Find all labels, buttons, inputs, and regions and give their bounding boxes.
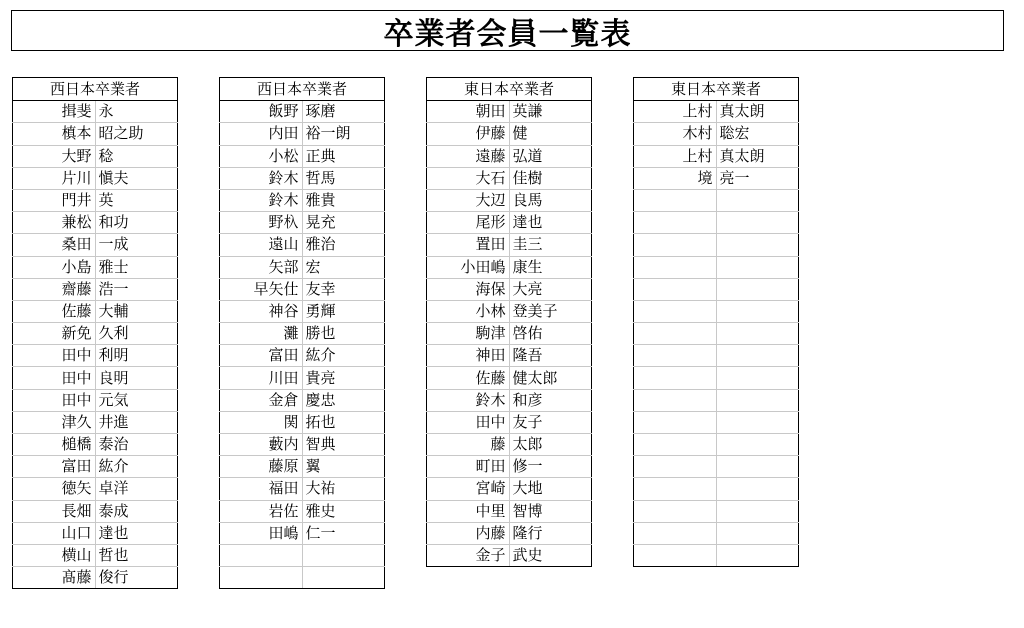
- surname-cell: 田中: [427, 411, 510, 433]
- given-name-cell: 拓也: [302, 411, 385, 433]
- surname-cell: 大野: [13, 145, 96, 167]
- table-row: [634, 145, 799, 167]
- surname-cell: 富田: [220, 345, 303, 367]
- given-name-cell: 修一: [509, 456, 592, 478]
- surname-cell: 富田: [13, 456, 96, 478]
- given-name-cell: 紘介: [302, 345, 385, 367]
- surname-cell: [634, 323, 717, 345]
- page-title: 卒業者会員一覧表: [11, 10, 1004, 51]
- table-row: [13, 300, 178, 322]
- given-name-cell: [716, 456, 799, 478]
- given-name-cell: [716, 434, 799, 456]
- table-row: [427, 389, 592, 411]
- surname-cell: 内田: [220, 123, 303, 145]
- given-name-cell: 大亮: [509, 278, 592, 300]
- given-name-cell: 井進: [95, 411, 178, 433]
- given-name-cell: 哲也: [95, 544, 178, 566]
- given-name-cell: 大地: [509, 478, 592, 500]
- table-row: [220, 123, 385, 145]
- table-header: 西日本卒業者: [13, 78, 178, 101]
- table-row: [634, 189, 799, 211]
- table-row: [427, 145, 592, 167]
- given-name-cell: 友子: [509, 411, 592, 433]
- table-row: [634, 167, 799, 189]
- table-row: [634, 345, 799, 367]
- table-row: [220, 567, 385, 589]
- given-name-cell: 達也: [95, 522, 178, 544]
- given-name-cell: [716, 544, 799, 566]
- given-name-cell: 久利: [95, 323, 178, 345]
- surname-cell: 中里: [427, 500, 510, 522]
- given-name-cell: 正典: [302, 145, 385, 167]
- table-row: [634, 478, 799, 500]
- surname-cell: 門井: [13, 189, 96, 211]
- given-name-cell: [716, 345, 799, 367]
- given-name-cell: [716, 300, 799, 322]
- table-row: [634, 456, 799, 478]
- surname-cell: 宮崎: [427, 478, 510, 500]
- given-name-cell: 良明: [95, 367, 178, 389]
- given-name-cell: 友幸: [302, 278, 385, 300]
- surname-cell: 鈴木: [220, 167, 303, 189]
- given-name-cell: 大輔: [95, 300, 178, 322]
- table-row: [634, 389, 799, 411]
- surname-cell: 金倉: [220, 389, 303, 411]
- table-row: [427, 212, 592, 234]
- given-name-cell: [716, 189, 799, 211]
- given-name-cell: [716, 323, 799, 345]
- surname-cell: 関: [220, 411, 303, 433]
- table-row: [220, 234, 385, 256]
- roster-table-west-2: [219, 77, 385, 589]
- table-row: [220, 456, 385, 478]
- surname-cell: [634, 234, 717, 256]
- surname-cell: [634, 456, 717, 478]
- surname-cell: 桑田: [13, 234, 96, 256]
- given-name-cell: 大祐: [302, 478, 385, 500]
- surname-cell: 佐藤: [13, 300, 96, 322]
- table-row: [427, 544, 592, 566]
- surname-cell: 横山: [13, 544, 96, 566]
- given-name-cell: 浩一: [95, 278, 178, 300]
- surname-cell: 小島: [13, 256, 96, 278]
- table-row: [13, 456, 178, 478]
- table-row: [634, 278, 799, 300]
- given-name-cell: 愼夫: [95, 167, 178, 189]
- given-name-cell: 智典: [302, 434, 385, 456]
- table-row: [13, 123, 178, 145]
- roster-table-east-2: [633, 77, 799, 567]
- given-name-cell: 泰治: [95, 434, 178, 456]
- surname-cell: 田中: [13, 367, 96, 389]
- table-row: [427, 411, 592, 433]
- table-row: [220, 278, 385, 300]
- surname-cell: 灘: [220, 323, 303, 345]
- table-row: [427, 500, 592, 522]
- given-name-cell: [716, 278, 799, 300]
- surname-cell: 矢部: [220, 256, 303, 278]
- table-row: [13, 145, 178, 167]
- given-name-cell: 達也: [509, 212, 592, 234]
- table-row: [427, 434, 592, 456]
- table-header: 東日本卒業者: [427, 78, 592, 101]
- table-header: 西日本卒業者: [220, 78, 385, 101]
- surname-cell: 小林: [427, 300, 510, 322]
- given-name-cell: 亮一: [716, 167, 799, 189]
- given-name-cell: 雅史: [302, 500, 385, 522]
- given-name-cell: [716, 212, 799, 234]
- surname-cell: 海保: [427, 278, 510, 300]
- table-row: [427, 123, 592, 145]
- given-name-cell: [716, 411, 799, 433]
- given-name-cell: [716, 478, 799, 500]
- given-name-cell: 和功: [95, 212, 178, 234]
- given-name-cell: 慶忠: [302, 389, 385, 411]
- given-name-cell: 利明: [95, 345, 178, 367]
- given-name-cell: [716, 389, 799, 411]
- table-row: [220, 167, 385, 189]
- surname-cell: [634, 434, 717, 456]
- surname-cell: 齋藤: [13, 278, 96, 300]
- surname-cell: [634, 345, 717, 367]
- surname-cell: 早矢仕: [220, 278, 303, 300]
- table-row: [220, 212, 385, 234]
- given-name-cell: 聡宏: [716, 123, 799, 145]
- given-name-cell: 宏: [302, 256, 385, 278]
- table-row: [220, 323, 385, 345]
- given-name-cell: 貴亮: [302, 367, 385, 389]
- given-name-cell: 弘道: [509, 145, 592, 167]
- table-row: [427, 367, 592, 389]
- table-row: [13, 189, 178, 211]
- given-name-cell: 康生: [509, 256, 592, 278]
- surname-cell: 岩佐: [220, 500, 303, 522]
- table-row: [220, 145, 385, 167]
- given-name-cell: 哲馬: [302, 167, 385, 189]
- given-name-cell: 卓洋: [95, 478, 178, 500]
- table-row: [427, 167, 592, 189]
- surname-cell: 境: [634, 167, 717, 189]
- table-row: [13, 101, 178, 123]
- given-name-cell: 佳樹: [509, 167, 592, 189]
- table-row: [220, 300, 385, 322]
- surname-cell: 髙藤: [13, 567, 96, 589]
- table-row: [634, 323, 799, 345]
- given-name-cell: [716, 234, 799, 256]
- table-row: [220, 434, 385, 456]
- surname-cell: [634, 278, 717, 300]
- table-row: [634, 123, 799, 145]
- table-row: [220, 544, 385, 566]
- surname-cell: 伊藤: [427, 123, 510, 145]
- given-name-cell: 智博: [509, 500, 592, 522]
- surname-cell: [220, 567, 303, 589]
- table-row: [13, 256, 178, 278]
- given-name-cell: 隆吾: [509, 345, 592, 367]
- surname-cell: 遠藤: [427, 145, 510, 167]
- given-name-cell: 雅貴: [302, 189, 385, 211]
- table-row: [427, 478, 592, 500]
- table-row: [634, 544, 799, 566]
- surname-cell: 長畑: [13, 500, 96, 522]
- given-name-cell: 良馬: [509, 189, 592, 211]
- surname-cell: 槌橋: [13, 434, 96, 456]
- table-row: [220, 101, 385, 123]
- surname-cell: 津久: [13, 411, 96, 433]
- surname-cell: 内藤: [427, 522, 510, 544]
- surname-cell: 上村: [634, 145, 717, 167]
- table-row: [220, 345, 385, 367]
- surname-cell: 町田: [427, 456, 510, 478]
- table-row: [220, 367, 385, 389]
- given-name-cell: 俊行: [95, 567, 178, 589]
- given-name-cell: 武史: [509, 544, 592, 566]
- given-name-cell: 勝也: [302, 323, 385, 345]
- surname-cell: 藤: [427, 434, 510, 456]
- table-row: [634, 522, 799, 544]
- given-name-cell: 永: [95, 101, 178, 123]
- given-name-cell: 真太朗: [716, 101, 799, 123]
- surname-cell: [220, 544, 303, 566]
- table-row: [13, 411, 178, 433]
- surname-cell: 鈴木: [427, 389, 510, 411]
- surname-cell: 藤原: [220, 456, 303, 478]
- given-name-cell: [716, 256, 799, 278]
- surname-cell: [634, 544, 717, 566]
- given-name-cell: 英謙: [509, 101, 592, 123]
- roster-table-west-1: [12, 77, 178, 589]
- given-name-cell: 隆行: [509, 522, 592, 544]
- given-name-cell: [302, 544, 385, 566]
- surname-cell: 大石: [427, 167, 510, 189]
- table-row: [634, 234, 799, 256]
- given-name-cell: 和彦: [509, 389, 592, 411]
- surname-cell: 神田: [427, 345, 510, 367]
- surname-cell: 田中: [13, 345, 96, 367]
- table-row: [634, 101, 799, 123]
- given-name-cell: 紘介: [95, 456, 178, 478]
- given-name-cell: 雅治: [302, 234, 385, 256]
- surname-cell: 大辺: [427, 189, 510, 211]
- surname-cell: 金子: [427, 544, 510, 566]
- surname-cell: 遠山: [220, 234, 303, 256]
- table-row: [634, 212, 799, 234]
- given-name-cell: 太郎: [509, 434, 592, 456]
- given-name-cell: 元気: [95, 389, 178, 411]
- surname-cell: 神谷: [220, 300, 303, 322]
- table-row: [634, 367, 799, 389]
- surname-cell: [634, 300, 717, 322]
- surname-cell: 槙本: [13, 123, 96, 145]
- table-row: [13, 522, 178, 544]
- table-row: [427, 522, 592, 544]
- table-row: [220, 389, 385, 411]
- surname-cell: 兼松: [13, 212, 96, 234]
- surname-cell: 佐藤: [427, 367, 510, 389]
- given-name-cell: 勇輝: [302, 300, 385, 322]
- given-name-cell: 登美子: [509, 300, 592, 322]
- table-row: [427, 101, 592, 123]
- given-name-cell: 翼: [302, 456, 385, 478]
- table-row: [634, 300, 799, 322]
- table-row: [13, 544, 178, 566]
- table-header: 東日本卒業者: [634, 78, 799, 101]
- given-name-cell: 一成: [95, 234, 178, 256]
- table-row: [13, 434, 178, 456]
- given-name-cell: 真太朗: [716, 145, 799, 167]
- surname-cell: [634, 478, 717, 500]
- surname-cell: [634, 411, 717, 433]
- given-name-cell: 裕一朗: [302, 123, 385, 145]
- surname-cell: 新免: [13, 323, 96, 345]
- given-name-cell: 昭之助: [95, 123, 178, 145]
- surname-cell: 小松: [220, 145, 303, 167]
- table-row: [13, 345, 178, 367]
- table-row: [13, 234, 178, 256]
- surname-cell: 片川: [13, 167, 96, 189]
- surname-cell: 木村: [634, 123, 717, 145]
- surname-cell: [634, 522, 717, 544]
- table-row: [220, 500, 385, 522]
- table-row: [220, 478, 385, 500]
- surname-cell: 尾形: [427, 212, 510, 234]
- table-row: [427, 345, 592, 367]
- table-row: [13, 367, 178, 389]
- surname-cell: [634, 389, 717, 411]
- table-row: [634, 256, 799, 278]
- table-row: [13, 478, 178, 500]
- surname-cell: 山口: [13, 522, 96, 544]
- table-row: [634, 434, 799, 456]
- table-row: [13, 389, 178, 411]
- surname-cell: [634, 367, 717, 389]
- surname-cell: 藪内: [220, 434, 303, 456]
- given-name-cell: 健: [509, 123, 592, 145]
- surname-cell: 徳矢: [13, 478, 96, 500]
- table-row: [427, 189, 592, 211]
- given-name-cell: 琢磨: [302, 101, 385, 123]
- surname-cell: 朝田: [427, 101, 510, 123]
- given-name-cell: [716, 522, 799, 544]
- given-name-cell: 晃充: [302, 212, 385, 234]
- table-row: [220, 189, 385, 211]
- table-row: [13, 567, 178, 589]
- table-row: [13, 212, 178, 234]
- table-row: [13, 323, 178, 345]
- table-row: [13, 500, 178, 522]
- table-row: [220, 522, 385, 544]
- surname-cell: 田嶋: [220, 522, 303, 544]
- surname-cell: 置田: [427, 234, 510, 256]
- surname-cell: 駒津: [427, 323, 510, 345]
- table-row: [220, 411, 385, 433]
- surname-cell: 上村: [634, 101, 717, 123]
- surname-cell: 川田: [220, 367, 303, 389]
- table-row: [427, 456, 592, 478]
- surname-cell: 揖斐: [13, 101, 96, 123]
- given-name-cell: 健太郎: [509, 367, 592, 389]
- surname-cell: [634, 189, 717, 211]
- given-name-cell: [302, 567, 385, 589]
- surname-cell: [634, 500, 717, 522]
- given-name-cell: 仁一: [302, 522, 385, 544]
- table-row: [13, 167, 178, 189]
- surname-cell: 田中: [13, 389, 96, 411]
- table-row: [427, 234, 592, 256]
- table-row: [220, 256, 385, 278]
- table-row: [13, 278, 178, 300]
- table-row: [427, 323, 592, 345]
- surname-cell: 鈴木: [220, 189, 303, 211]
- surname-cell: 飯野: [220, 101, 303, 123]
- given-name-cell: 雅士: [95, 256, 178, 278]
- given-name-cell: 圭三: [509, 234, 592, 256]
- given-name-cell: 啓佑: [509, 323, 592, 345]
- surname-cell: [634, 212, 717, 234]
- surname-cell: [634, 256, 717, 278]
- roster-table-east-1: [426, 77, 592, 567]
- table-row: [427, 278, 592, 300]
- surname-cell: 福田: [220, 478, 303, 500]
- table-row: [427, 300, 592, 322]
- given-name-cell: 泰成: [95, 500, 178, 522]
- given-name-cell: [716, 500, 799, 522]
- given-name-cell: [716, 367, 799, 389]
- surname-cell: 小田嶋: [427, 256, 510, 278]
- surname-cell: 野杁: [220, 212, 303, 234]
- given-name-cell: 稔: [95, 145, 178, 167]
- table-row: [427, 256, 592, 278]
- table-row: [634, 500, 799, 522]
- table-row: [634, 411, 799, 433]
- given-name-cell: 英: [95, 189, 178, 211]
